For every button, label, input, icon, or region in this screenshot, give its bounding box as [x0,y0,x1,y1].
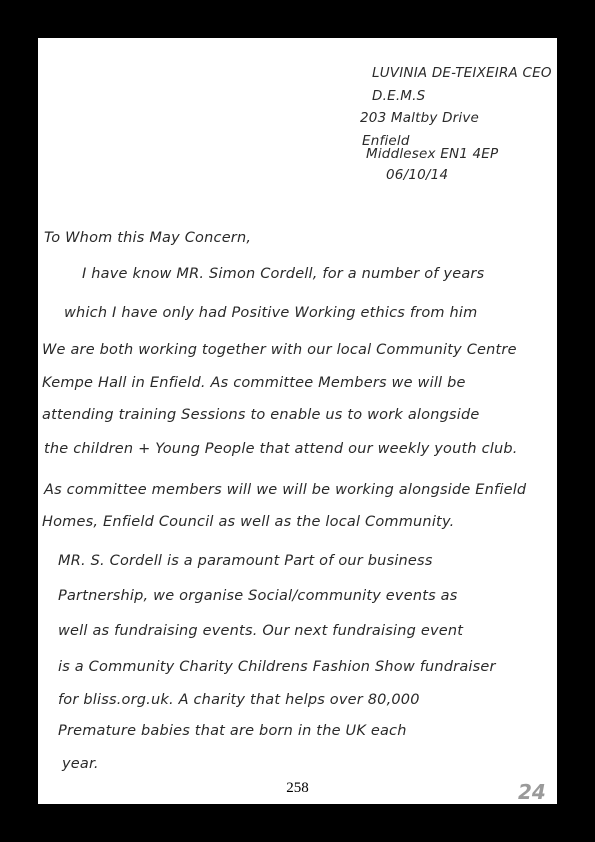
sender-street: 203 Maltby Drive [360,110,480,126]
sender-county: Middlesex EN1 4EP [366,146,499,162]
body-line: I have know MR. Simon Cordell, for a number of years [82,266,485,282]
body-line: the children + Young People that attend our weekly youth club. [44,441,518,457]
body-line: As committee members will we will be working alongside Enfield [44,482,527,498]
body-line: well as fundraising events. Our next fundraising event [58,623,464,639]
sender-town: Enfield [362,133,410,149]
page-number: 258 [286,780,309,796]
body-line: We are both working together with our local Community Centre [42,342,517,358]
body-line: which I have only had Positive Working ethics from him [64,305,478,321]
body-line: Premature babies that are born in the UK each [58,723,407,739]
body-line: MR. S. Cordell is a paramount Part of our business [58,553,433,569]
body-line: attending training Sessions to enable us to work alongside [42,407,480,423]
body-line: Kempe Hall in Enfield. As committee Members we will be [42,375,466,391]
sender-org: D.E.M.S [372,88,426,104]
body-line: for bliss.org.uk. A charity that helps over 80,000 [58,692,420,708]
body-line: Homes, Enfield Council as well as the local Community. [42,514,455,530]
letter-page [38,38,557,804]
body-line: year. [62,756,99,772]
body-line: is a Community Charity Childrens Fashion Show fundraiser [58,659,496,675]
salutation: To Whom this May Concern, [44,230,252,246]
letter-date: 06/10/14 [386,167,449,183]
body-line: Partnership, we organise Social/community events as [58,588,458,604]
sender-name: LUVINIA DE-TEIXEIRA CEO [372,65,552,81]
corner-mark: 24 [518,780,546,804]
